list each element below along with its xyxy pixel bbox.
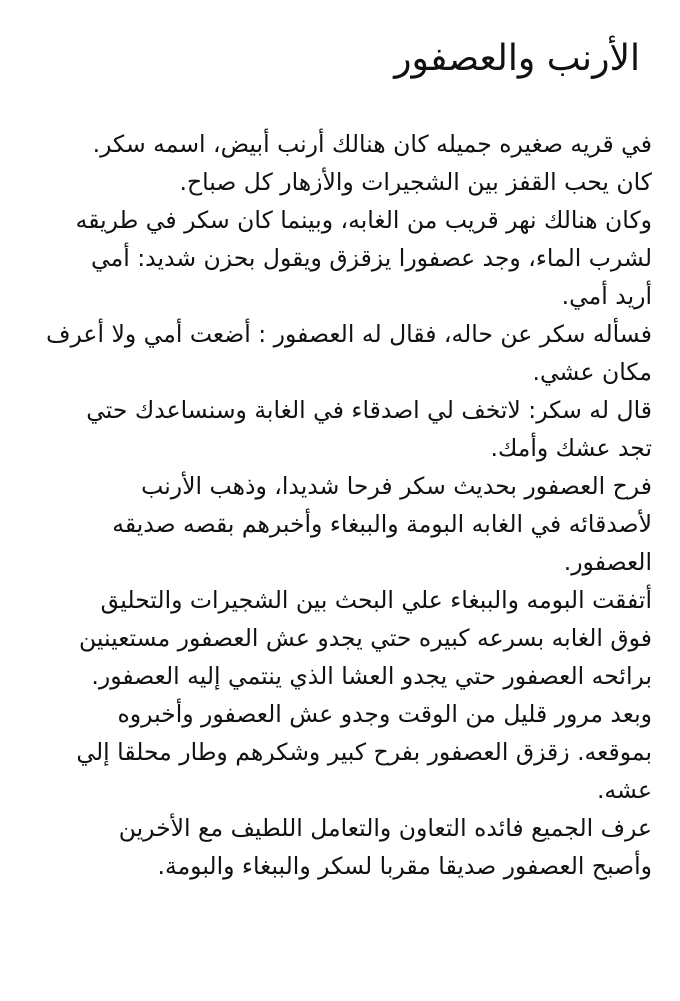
story-line: لأصدقائه في الغابه البومة والببغاء وأخبرهم بقصه صديقه: [112, 510, 652, 538]
story-line: فرح العصفور بحديث سكر فرحا شديدا، وذهب الأرنب: [141, 472, 652, 500]
story-line: برائحه العصفور حتي يجدو العشا الذي ينتمي إليه العصفور.: [91, 662, 652, 690]
story-line: أتفقت البومه والببغاء علي البحث بين الشجيرات والتحليق: [100, 586, 652, 614]
story-line: وكان هنالك نهر قريب من الغابه، وبينما كان سكر في طريقه: [75, 206, 652, 234]
story-line: وبعد مرور قليل من الوقت وجدو عش العصفور وأخبروه: [117, 700, 652, 728]
story-line: العصفور.: [563, 548, 652, 576]
story-line: كان يحب القفز بين الشجيرات والأزهار كل صباح.: [179, 168, 652, 196]
story-line: لشرب الماء، وجد عصفورا يزقزق ويقول بحزن شديد: أمي: [91, 244, 652, 272]
story-line: قال له سكر: لاتخف لي اصدقاء في الغابة وسنساعدك حتي: [86, 396, 652, 424]
story-title: الأرنب والعصفور: [394, 38, 640, 79]
story-line: مكان عشي.: [532, 358, 652, 386]
story-line: بموقعه. زقزق العصفور بفرح كبير وشكرهم وطار محلقا إلي: [76, 738, 652, 766]
story-line: عشه.: [596, 776, 652, 804]
story-line: فوق الغابه بسرعه كبيره حتي يجدو عش العصفور مستعينين: [79, 624, 652, 652]
story-line: فسأله سكر عن حاله، فقال له العصفور : أضعت أمي ولا أعرف: [46, 320, 652, 348]
story-line: أريد أمي.: [561, 282, 652, 310]
story-line: وأصبح العصفور صديقا مقربا لسكر والببغاء والبومة.: [157, 852, 652, 880]
story-line: تجد عشك وأمك.: [490, 434, 652, 462]
story-body: [26, 125, 652, 885]
story-line: عرف الجميع فائده التعاون والتعامل اللطيف مع الأخرين: [118, 814, 652, 842]
story-line: في قريه صغيره جميله كان هنالك أرنب أبيض، اسمه سكر.: [92, 130, 652, 158]
